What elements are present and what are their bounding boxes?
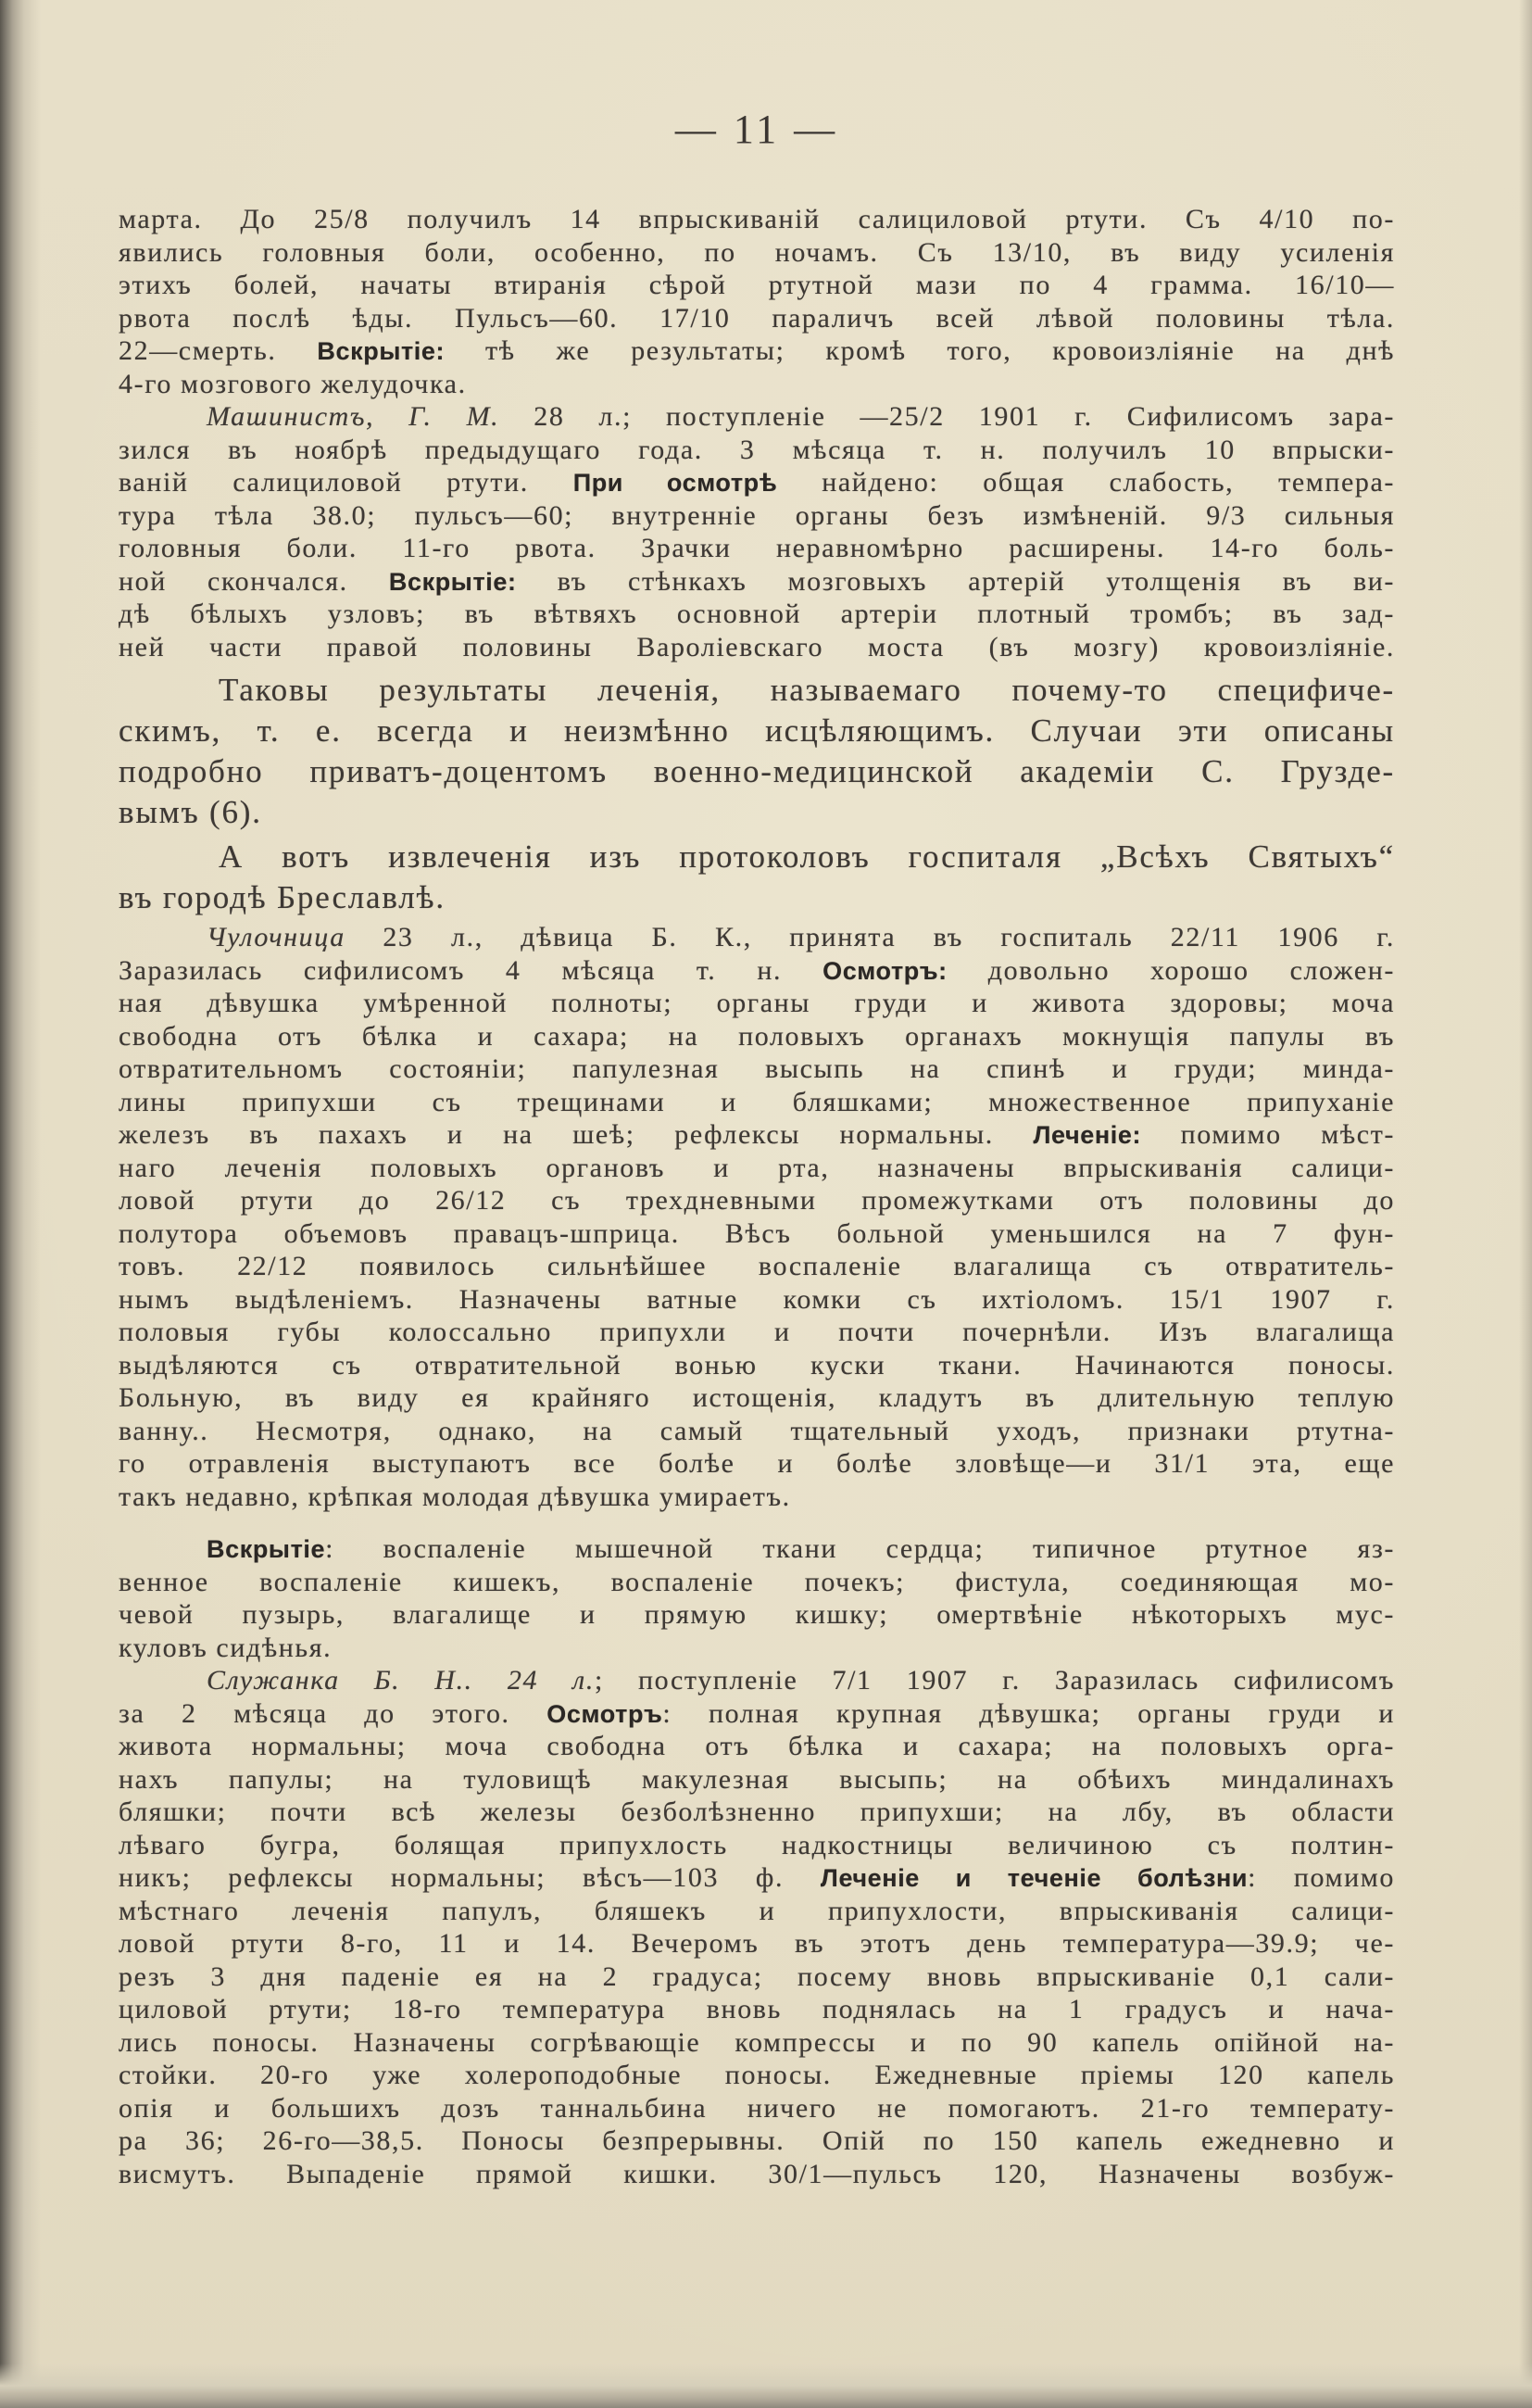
text-paragraph [119,1664,1395,2190]
text-line [119,711,1395,751]
text-run: бляшки; почти всѣ железы безболѣзненно припухши; на лбу, въ области [119,1797,1395,1827]
text-line [119,1960,1395,1994]
text-run: железъ въ пахахъ и на шеѣ; рефлексы нормальны. [119,1119,1034,1150]
text-run: чевой пузырь, влагалище и прямую кишку; омертвѣніе нѣкоторыхъ мус- [119,1599,1395,1630]
text-line [119,1053,1395,1086]
text-line [119,1118,1395,1152]
text-run: : помимо [1248,1862,1395,1893]
text-line [119,236,1395,270]
bold-run: Леченіе: [1033,1121,1142,1149]
bold-run: Вскрытіе [207,1535,326,1563]
text-run: венное воспаленіе кишекъ, воспаленіе почекъ; фистула, соединяющая мо- [119,1566,1395,1597]
text-run: висмутъ. Выпаденіе прямой кишки. 30/1—пульсъ 120, Назначены возбуж- [119,2158,1395,2189]
text-run: подробно приватъ-доцентомъ военно-медицинской академіи С. Грузде- [119,753,1395,789]
text-run: лѣваго бугра, болящая припухлость надкостницы величиною съ полтин- [119,1829,1395,1860]
text-run: рвота послѣ ѣды. Пульсъ—60. 17/10 параличъ всей лѣвой половины тѣла. [119,302,1395,334]
italic-run: Машинистъ, Г. М. [207,401,500,432]
bold-run: Вскрытіе: [317,337,446,365]
text-run: резъ 3 дня паденіе ея на 2 градуса; посему вновь впрыскиваніе 0,1 сали- [119,1960,1395,1992]
text-run: нахъ папулы; на туловищѣ макулезная высыпь; на обѣихъ миндалинахъ [119,1763,1395,1795]
text-run: нымъ выдѣленіемъ. Назначены ватные комки съ ихтіоломъ. 15/1 1907 г. [119,1283,1395,1315]
text-line [119,334,1395,368]
text-run: довольно хорошо сложен- [947,954,1395,986]
text-run: выдѣляются съ отвратительной вонью куски ткани. Начинаются поносы. [119,1349,1395,1381]
text-run: лины припухши съ трещинами и бляшками; множественное припуханіе [119,1086,1395,1117]
text-run: вымъ (6). [119,794,262,830]
text-run: ра 36; 26-го—38,5. Поносы безпрерывны. Опій по 150 капель ежедневно и [119,2125,1395,2156]
text-run: мѣстнаго леченія папулъ, бляшекъ и припухлости, впрыскиванія салици- [119,1895,1395,1926]
text-run: за 2 мѣсяца до этого. [119,1697,547,1729]
text-run: А вотъ извлеченія изъ протоколовъ госпиталя „Всѣхъ Святыхъ“ [219,838,1395,875]
text-run: полутора объемовъ правацъ-шприца. Вѣсъ больной уменьшился на 7 фун- [119,1217,1395,1249]
text-line [119,466,1395,499]
text-line [119,400,1395,434]
scan-left-edge-shadow [0,0,41,2408]
text-line [119,921,1395,954]
text-run: го отравленія выступаютъ все болѣе и болѣе зловѣще—и 31/1 эта, еще [119,1448,1395,1479]
text-line [119,1697,1395,1731]
text-line [119,631,1395,664]
text-run: явились головныя боли, особенно, по ночамъ. Съ 13/10, въ виду усиленія [119,236,1395,268]
text-paragraph [119,921,1395,1513]
text-line [119,1152,1395,1185]
text-run: : воспаленіе мышечной ткани сердца; типичное ртутное яз- [325,1533,1395,1564]
text-line [119,1250,1395,1283]
text-run: : полная крупная дѣвушка; органы груди и [662,1697,1395,1729]
text-line [119,1927,1395,1960]
text-run: помимо мѣст- [1141,1119,1395,1150]
text-paragraph [119,203,1395,400]
text-run: 4-го мозгового желудочка. [119,368,467,399]
text-line [119,1283,1395,1317]
text-run: зился въ ноябрѣ предыдущаго года. 3 мѣсяца т. н. получилъ 10 впрыски- [119,434,1395,465]
text-run: въ городѣ Бреславлѣ. [119,879,446,915]
text-run: куловъ сидѣнья. [119,1632,333,1663]
text-run: лись поносы. Назначены согрѣвающіе компрессы и по 90 капель опійной на- [119,2026,1395,2058]
text-line [119,1086,1395,1119]
bold-run: Осмотръ: [823,956,948,985]
text-run: Заразилась сифилисомъ 4 мѣсяца т. н. [119,954,823,986]
text-run: 23 л., дѣвица Б. К., принята въ госпиталь 22/11 1906 г. [345,922,1395,952]
text-run: никъ; рефлексы нормальны; вѣсъ—103 ф. [119,1862,821,1893]
scan-right-edge-shadow [1519,0,1532,2408]
text-run: опія и большихъ дозъ таннальбина ничего не помогаютъ. 21-го температу- [119,2092,1395,2124]
text-run: такъ недавно, крѣпкая молодая дѣвушка умираетъ. [119,1481,791,1512]
text-line [119,2026,1395,2060]
text-line [119,1895,1395,1928]
text-run: тѣ же результаты; кромѣ того, кровоизліяніе на днѣ [445,335,1395,366]
text-line [119,1447,1395,1481]
text-run: въ стѣнкахъ мозговыхъ артерій утолщенія въ ви- [516,565,1395,597]
text-line [119,598,1395,631]
text-line [119,792,1395,833]
text-run: ная дѣвушка умѣренной полноты; органы груди и живота здоровы; моча [119,988,1395,1018]
text-line [119,565,1395,599]
text-run: тура тѣла 38.0; пульсъ—60; внутренніе органы безъ измѣненій. 9/3 сильныя [119,499,1395,531]
scan-bottom-edge-shadow [0,2364,1532,2408]
italic-run: Служанка Б. Н.. 24 л. [207,1665,595,1696]
text-paragraph [119,837,1395,918]
text-line [119,1415,1395,1448]
text-line [119,1184,1395,1217]
text-line [119,1381,1395,1415]
text-run: марта. До 25/8 получилъ 14 впрыскиваній салициловой ртути. Съ 4/10 по- [119,204,1395,234]
text-line [119,203,1395,236]
text-line [119,1664,1395,1697]
text-line [119,499,1395,533]
text-run: ; поступленіе 7/1 1907 г. Заразилась сифилисомъ [594,1665,1395,1696]
text-line [119,269,1395,302]
text-run: найдено: общая слабость, темпера- [777,467,1395,498]
text-run: ловой ртути до 26/12 съ трехдневными промежутками отъ половины до [119,1185,1395,1216]
bold-run: При осмотрѣ [572,469,778,497]
text-run: товъ. 22/12 появилось сильнѣйшее воспаленіе влагалища съ отвратитель- [119,1251,1395,1281]
text-line [119,2158,1395,2191]
text-line [119,1349,1395,1382]
text-line [119,1217,1395,1251]
text-run: ней части правой половины Вароліевскаго моста (въ мозгу) кровоизліяніе. [119,631,1395,662]
text-line [119,368,1395,401]
page-number: — 11 — [674,107,839,152]
text-line [119,1861,1395,1895]
text-line [119,751,1395,792]
bold-run: Леченіе и теченіе болѣзни [820,1864,1249,1892]
text-line [119,1481,1395,1514]
italic-run: Чулочница [207,922,345,952]
text-line [119,1566,1395,1599]
text-line [119,532,1395,565]
text-line [119,2092,1395,2125]
text-line [119,877,1395,918]
text-run: ной скончался. [119,565,389,597]
bold-run: Вскрытіе: [388,567,517,596]
text-run: отвратительномъ состояніи; папулезная высыпь на спинѣ и груди; минда- [119,1053,1395,1084]
text-line [119,1316,1395,1349]
text-line [119,837,1395,877]
bold-run: Осмотръ [546,1699,663,1728]
text-run: ловой ртути 8-го, 11 и 14. Вечеромъ въ этотъ день температура—39.9; че- [119,1928,1395,1959]
text-run: Таковы результаты леченія, называемаго почему-то специфиче- [219,672,1395,708]
text-run: ванну.. Несмотря, однако, на самый тщательный уходъ, признаки ртутна- [119,1415,1395,1446]
text-line [119,1632,1395,1665]
text-run: 28 л.; поступленіе —25/2 1901 г. Сифилисомъ зара- [499,401,1395,432]
text-line [119,670,1395,711]
text-run: головныя боли. 11-го рвота. Зрачки неравномѣрно расширены. 14-го боль- [119,533,1395,563]
text-line [119,1598,1395,1632]
text-run: наго леченія половыхъ органовъ и рта, назначены впрыскиванія салици- [119,1152,1395,1183]
text-line [119,954,1395,988]
text-line [119,1763,1395,1797]
text-run: скимъ, т. е. всегда и неизмѣнно исцѣляющимъ. Случаи эти описаны [119,712,1395,749]
text-run: стойки. 20-го уже холероподобные поносы. Ежедневные пріемы 120 капель [119,2060,1395,2090]
text-line [119,302,1395,335]
text-line [119,1020,1395,1053]
text-run: живота нормальны; моча свободна отъ бѣлка и сахара; на половыхъ орга- [119,1731,1395,1761]
text-line [119,2059,1395,2092]
text-paragraph [119,1532,1395,1664]
text-line [119,1829,1395,1862]
text-run: Больную, въ виду ея крайняго истощенія, кладутъ въ длительную теплую [119,1382,1395,1413]
text-run: циловой ртути; 18-го температура вновь поднялась на 1 градусъ и нача- [119,1994,1395,2024]
text-line [119,1730,1395,1763]
text-run: 22—смерть. [119,335,318,366]
text-line [119,1796,1395,1829]
text-line [119,1993,1395,2026]
text-run: половыя губы колоссально припухли и почти почернѣли. Изъ влагалища [119,1317,1395,1347]
text-line [119,1532,1395,1566]
text-run: ваній салициловой ртути. [119,467,573,498]
text-line [119,434,1395,467]
body-text [119,203,1395,2190]
text-run: дѣ бѣлыхъ узловъ; въ вѣтвяхъ основной артеріи плотный тромбъ; въ зад- [119,599,1395,629]
text-paragraph [119,400,1395,663]
text-run: этихъ болей, начаты втиранія сѣрой ртутной мази по 4 грамма. 16/10— [119,270,1395,300]
text-line [119,2124,1395,2158]
text-line [119,987,1395,1020]
text-paragraph [119,670,1395,833]
text-run: свободна отъ бѣлка и сахара; на половыхъ органахъ мокнущія папулы въ [119,1020,1395,1052]
